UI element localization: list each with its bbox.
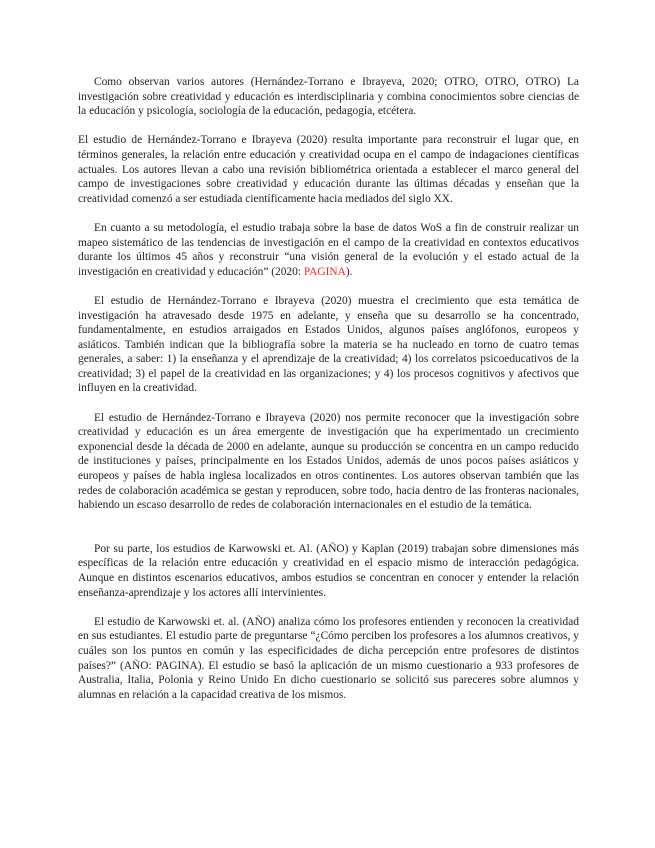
paragraph-emergent-area: El estudio de Hernández-Torrano e Ibrayeva (2020) nos permite reconocer que la investigación sobre creatividad y educación es un área emergente de investigación que ha experimentado un crecimiento exponencial desde la década de 2000 en adelante, aunque su producción se concentra en un campo reducido de instituciones y países, principalmente en los Estados Unidos, además de unos pocos países asiáticos y europeos y países de habla inglesa localizados en otros continentes. Los autores observan también que las redes de colaboración académica se gestan y reproducen, sobre todo, hacia dentro de las fronteras nacionales, habiendo un escaso desarrollo de redes de colaboración internacionales en el estudio de la temática. — [78, 411, 579, 512]
paragraph-karwowski-study: El estudio de Karwowski et. al. (AÑO) analiza cómo los profesores entienden y reconocen la creatividad en sus estudiantes. El estudio parte de preguntarse “¿Cómo perciben los profesores a los alumnos creativos, y cuáles son los puntos en común y las especificidades de dicha percepción entre profesores de distintos países?” (AÑO: PAGINA). El estudio se basó la aplicación de un mismo cuestionario a 933 profesores de Australia, Italia, Polonia y Reino Unido En dicho cuestionario se solicitó sus pareceres sobre alumnos y alumnas en relación a la capacidad creativa de los mismos. — [78, 615, 579, 701]
page-placeholder-highlight: PAGINA — [303, 265, 346, 278]
paragraph-karwowski-kaplan: Por su parte, los estudios de Karwowski et. Al. (AÑO) y Kaplan (2019) trabajan sobre dimensiones más específicas de la relación entre educación y creatividad en el espacio mismo de interacción pedagógica. Aunque en distintos escenarios educativos, ambos estudios se concentran en conocer y entender la relación enseñanza-aprendizaje y los actores allí intervinientes. — [78, 542, 579, 599]
paragraph-growth: El estudio de Hernández-Torrano e Ibrayeva (2020) muestra el crecimiento que esta temática de investigación ha atravesado desde 1975 en adelante, y enseña que su desarrollo se ha concentrado, fundamentalmente, en estudios arraigados en Estados Unidos, algunos países anglófonos, europeos y asiáticos. También indican que la bibliografía sobre la materia se ha nucleado en torno de cuatro temas generales, a saber: 1) la enseñanza y el aprendizaje de la creatividad; 4) los correlatos psicoeducativos de la creatividad; 3) el papel de la creatividad en las organizaciones; y 4) los procesos cognitivos y afectivos que influyen en la creatividad. — [78, 294, 579, 395]
paragraph-methodology — [78, 221, 579, 279]
methodology-text-end: ). — [345, 265, 353, 278]
paragraph-intro: Como observan varios autores (Hernández-Torrano e Ibrayeva, 2020; OTRO, OTRO, OTRO) La investigación sobre creatividad y educación es interdisciplinaria y combina conocimientos sobre ciencias de la educación y psicología, sociología de la educación, pedagogía, etcétera. — [78, 76, 579, 118]
methodology-text: En cuanto a su metodología, el estudio trabaja sobre la base de datos WoS a fin de construir realizar un mapeo sistemático de las tendencias de investigación en el campo de la creatividad en contextos educativos durante los últimos 45 años y reconstruir “una visión general de la evolución y el estado actual de la investigación en creatividad y educación” (2020: — [78, 221, 579, 278]
document-page — [78, 75, 579, 717]
paragraph-study-importance: El estudio de Hernández-Torrano e Ibrayeva (2020) resulta importante para reconstruir el lugar que, en términos generales, la relación entre educación y creatividad ocupa en el campo de indagaciones científicas actuales. Los autores llevan a cabo una revisión bibliométrica orientada a establecer el marco general del campo de investigaciones sobre creatividad y educación durante las últimas décadas y enseñan que la creatividad comenzó a ser estudiada científicamente hacia mediados del siglo XX. — [78, 134, 579, 205]
